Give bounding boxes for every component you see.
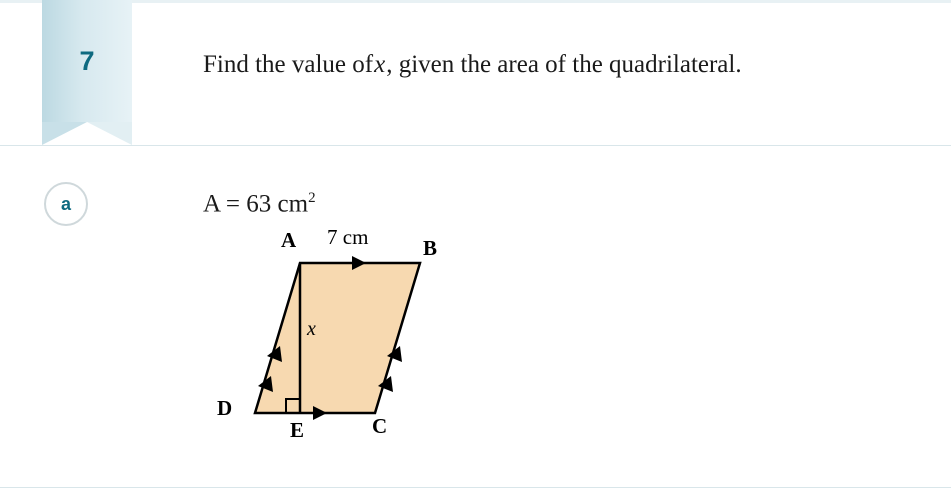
prompt-part-2: , given the area of the quadrilateral.	[386, 51, 742, 78]
question-prompt	[203, 50, 742, 80]
question-number-tag	[42, 0, 132, 145]
vertex-label-d: D	[217, 396, 233, 420]
prompt-variable: x	[374, 51, 386, 78]
vertex-label-b: B	[423, 236, 438, 260]
vertex-label-a: A	[281, 228, 297, 252]
side-length-label: 7 cm	[327, 225, 369, 249]
vertex-label-e: E	[290, 418, 305, 442]
area-exponent: 2	[308, 190, 316, 206]
prompt-part-1: Find the value of	[203, 51, 374, 78]
height-variable-label: x	[307, 318, 316, 340]
band-top-rule	[0, 0, 951, 3]
parallelogram-svg	[195, 228, 495, 458]
parallelogram-figure	[195, 225, 495, 458]
area-statement	[203, 190, 316, 218]
tag-point-icon	[42, 122, 132, 145]
part-letter-badge: a	[44, 182, 88, 226]
bottom-rule	[0, 487, 951, 488]
question-number: 7	[79, 45, 95, 76]
area-statement-text: A = 63 cm	[203, 190, 309, 218]
question-band	[0, 0, 951, 146]
part-a-row	[0, 146, 951, 486]
parallelogram-shape	[255, 263, 420, 413]
vertex-label-c: C	[372, 414, 388, 438]
